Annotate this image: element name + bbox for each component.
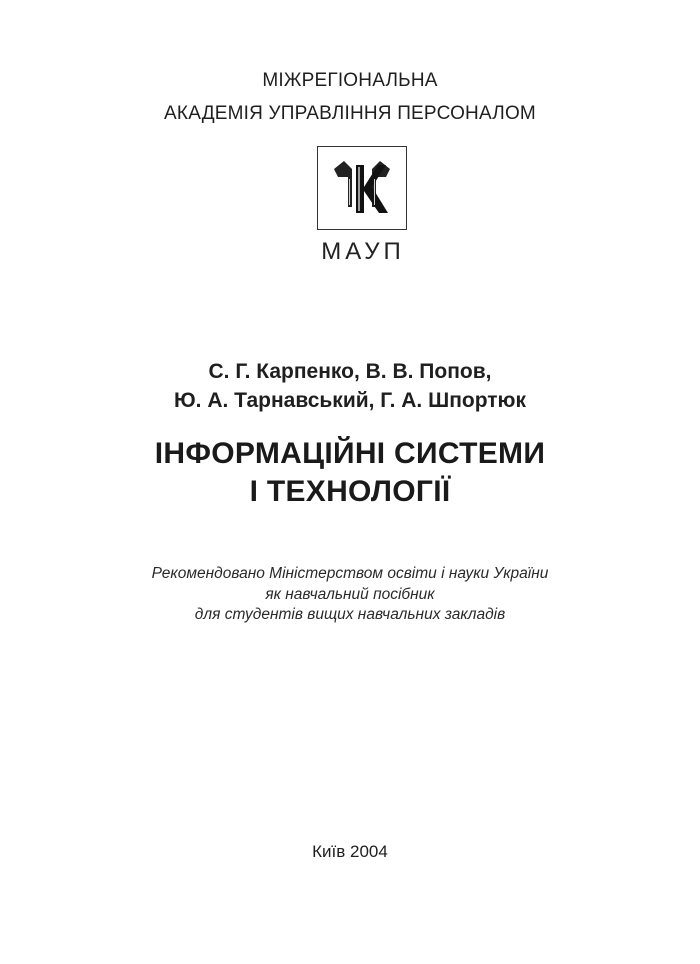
book-title-line1: ІНФОРМАЦІЙНІ СИСТЕМИ (154, 437, 546, 470)
recommendation-line1: Рекомендовано Міністерством освіти і науки України (151, 565, 549, 582)
book-title-line2: І ТЕХНОЛОГІЇ (249, 475, 451, 508)
recommendation-line3: для студентів вищих навчальних закладів (194, 606, 506, 623)
authors-line2: Ю. А. Тарнавський, Г. А. Шпортюк (174, 389, 526, 412)
recommendation-line2: як навчальний посібник (265, 586, 435, 603)
imprint-city-year: Київ 2004 (312, 842, 388, 861)
maup-logo-text: МАУП (321, 238, 405, 265)
institution-name-line2: АКАДЕМІЯ УПРАВЛІННЯ ПЕРСОНАЛОМ (164, 103, 536, 124)
maup-logo (317, 146, 409, 266)
institution-name-line1: МІЖРЕГІОНАЛЬНА (262, 70, 438, 91)
maup-logo-icon (317, 146, 407, 230)
authors-line1: С. Г. Карпенко, В. В. Попов, (208, 360, 492, 383)
